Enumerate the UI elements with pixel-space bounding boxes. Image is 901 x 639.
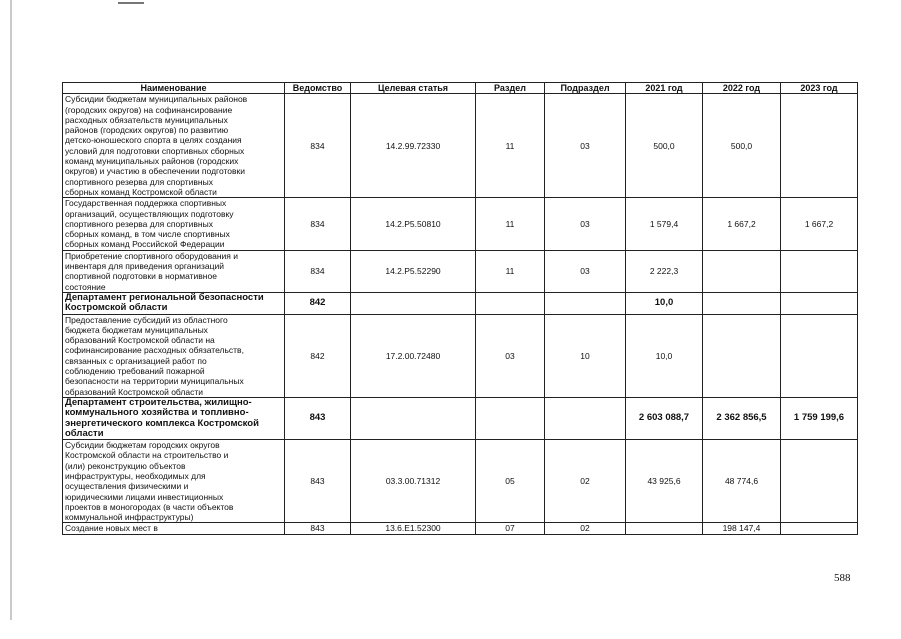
cell-name-line: области: [65, 427, 104, 439]
cell-name: [63, 250, 285, 292]
cell-name-line: безопасности на территории муниципальных: [65, 376, 244, 387]
cell-name-line: (городских округов) на софинансирование: [65, 104, 233, 115]
cell-section: 03: [476, 314, 545, 397]
table-row-department: [63, 397, 858, 439]
cell-section: 11: [476, 94, 545, 198]
cell-year-2022: 1 667,2: [703, 198, 781, 250]
cell-target-article: 13.6.E1.52300: [351, 523, 476, 534]
cell-name-line: детско-юношеского спорта в целях создания: [65, 135, 242, 146]
cell-department: 834: [285, 250, 351, 292]
header-subsection: Подраздел: [545, 83, 626, 94]
table-header-row: [63, 83, 858, 94]
scan-edge-line: [10, 0, 12, 620]
table-row: [63, 250, 858, 292]
cell-name-line: энергетического комплекса Костромской: [65, 417, 259, 429]
budget-table: [62, 82, 858, 535]
cell-subsection: [545, 397, 626, 439]
cell-name-line: связанных с организацией работ по: [65, 355, 207, 366]
cell-subsection: 03: [545, 198, 626, 250]
page-number: 588: [834, 572, 851, 584]
cell-name-line: осуществления физическими и: [65, 481, 189, 492]
cell-target-article: 14.2.P5.50810: [351, 198, 476, 250]
cell-name-line: Костромской области на строительство и: [65, 450, 229, 461]
cell-year-2022: 500,0: [703, 94, 781, 198]
cell-target-article: 14.2.99.72330: [351, 94, 476, 198]
cell-department: 842: [285, 314, 351, 397]
cell-name-line: Субсидии бюджетам городских округов: [65, 440, 220, 451]
cell-name-line: организаций, осуществляющих подготовку: [65, 208, 234, 219]
cell-target-article: 14.2.P5.52290: [351, 250, 476, 292]
cell-department: 842: [285, 292, 351, 314]
header-department: Ведомство: [285, 83, 351, 94]
cell-year-2023: 1 759 199,6: [781, 397, 858, 439]
cell-department: 843: [285, 397, 351, 439]
header-year-2022: 2022 год: [703, 83, 781, 94]
cell-name: [63, 198, 285, 250]
cell-name-line: Государственная поддержка спортивных: [65, 198, 227, 209]
cell-year-2021: 1 579,4: [626, 198, 703, 250]
cell-name-line: (или) реконструкцию объектов: [65, 460, 186, 471]
cell-name-line: Департамент строительства, жилищно-: [65, 396, 252, 408]
cell-year-2022: 48 774,6: [703, 440, 781, 523]
cell-name-line: Субсидии бюджетам муниципальных районов: [65, 94, 248, 105]
header-name: Наименование: [63, 83, 285, 94]
cell-subsection: [545, 292, 626, 314]
cell-name-line: состояние: [65, 281, 106, 292]
cell-name-line: спортивного резерва для спортивных: [65, 176, 213, 187]
cell-name-line: инвентаря для приведения организаций: [65, 261, 224, 272]
cell-name-line: команд муниципальных районов (городских: [65, 156, 239, 167]
cell-name-line: районов (городских округов) по развитию: [65, 125, 229, 136]
header-year-2023: 2023 год: [781, 83, 858, 94]
table-row: [63, 198, 858, 250]
cell-section: 07: [476, 523, 545, 534]
cell-year-2022: 2 362 856,5: [703, 397, 781, 439]
cell-name-line: расходных обязательств муниципальных: [65, 114, 228, 125]
scan-mark: [118, 2, 144, 4]
table-row-department: [63, 292, 858, 314]
header-section: Раздел: [476, 83, 545, 94]
cell-name: [63, 94, 285, 198]
cell-year-2021: 2 222,3: [626, 250, 703, 292]
cell-year-2022: [703, 314, 781, 397]
table-row: [63, 94, 858, 198]
cell-name-line: образований Костромской области: [65, 386, 203, 397]
cell-name-line: сборных команд, в том числе спортивных: [65, 229, 230, 240]
table-row: [63, 523, 858, 534]
cell-name: [63, 440, 285, 523]
cell-year-2021: 43 925,6: [626, 440, 703, 523]
cell-year-2023: [781, 314, 858, 397]
cell-name-line: Костромской области: [65, 302, 168, 314]
cell-subsection: 03: [545, 94, 626, 198]
cell-year-2022: 198 147,4: [703, 523, 781, 534]
cell-year-2023: [781, 250, 858, 292]
cell-target-article: [351, 397, 476, 439]
cell-department: 834: [285, 94, 351, 198]
cell-name-line: инфраструктуры, необходимых для: [65, 470, 206, 481]
cell-year-2023: [781, 440, 858, 523]
cell-year-2023: 1 667,2: [781, 198, 858, 250]
cell-section: 05: [476, 440, 545, 523]
cell-subsection: 03: [545, 250, 626, 292]
cell-target-article: 03.3.00.71312: [351, 440, 476, 523]
cell-name-line: софинансирование расходных обязательств,: [65, 345, 244, 356]
header-year-2021: 2021 год: [626, 83, 703, 94]
cell-subsection: 02: [545, 440, 626, 523]
cell-subsection: 02: [545, 523, 626, 534]
cell-year-2022: [703, 250, 781, 292]
cell-name-line: Департамент региональной безопасности: [65, 291, 264, 303]
table-body: [63, 94, 858, 534]
cell-name-line: бюджета бюджетам муниципальных: [65, 324, 208, 335]
cell-name-line: сборных команд Российской Федерации: [65, 239, 225, 250]
cell-name-line: Приобретение спортивного оборудования и: [65, 250, 239, 261]
cell-name-line: юридическими лицами инвестиционных: [65, 491, 224, 502]
cell-department: 834: [285, 198, 351, 250]
cell-name: [63, 314, 285, 397]
cell-year-2023: [781, 94, 858, 198]
cell-subsection: 10: [545, 314, 626, 397]
cell-year-2021: 500,0: [626, 94, 703, 198]
cell-name-line: соблюдению требований пожарной: [65, 366, 205, 377]
cell-name-line: проектов в моногородах (в части объектов: [65, 501, 234, 512]
cell-name-line: Предоставление субсидий из областного: [65, 314, 228, 325]
cell-section: [476, 397, 545, 439]
cell-year-2021: 2 603 088,7: [626, 397, 703, 439]
cell-section: [476, 292, 545, 314]
table-row: [63, 314, 858, 397]
cell-name-line: сборных команд Костромской области: [65, 186, 217, 197]
cell-name-line: спортивного резерва для спортивных: [65, 218, 213, 229]
cell-name-line: Создание новых мест в: [65, 523, 158, 534]
cell-year-2021: 10,0: [626, 314, 703, 397]
cell-name-line: коммунальной инфраструктуры): [65, 512, 194, 523]
cell-name-line: коммунального хозяйства и топливно-: [65, 407, 249, 419]
cell-name: [63, 292, 285, 314]
cell-name-line: условий для подготовки спортивных сборных: [65, 145, 245, 156]
cell-department: 843: [285, 523, 351, 534]
cell-year-2021: 10,0: [626, 292, 703, 314]
cell-year-2022: [703, 292, 781, 314]
cell-year-2023: [781, 523, 858, 534]
cell-year-2023: [781, 292, 858, 314]
cell-name-line: спортивной подготовки в нормативное: [65, 271, 217, 282]
cell-target-article: [351, 292, 476, 314]
cell-department: 843: [285, 440, 351, 523]
cell-target-article: 17.2.00.72480: [351, 314, 476, 397]
header-target-article: Целевая статья: [351, 83, 476, 94]
cell-name: [63, 397, 285, 439]
cell-section: 11: [476, 250, 545, 292]
cell-section: 11: [476, 198, 545, 250]
cell-name-line: округов) и участию в обеспечении подготовки: [65, 166, 245, 177]
cell-name: [63, 523, 285, 534]
table-row: [63, 440, 858, 523]
cell-year-2021: [626, 523, 703, 534]
cell-name-line: образований Костромской области на: [65, 335, 215, 346]
